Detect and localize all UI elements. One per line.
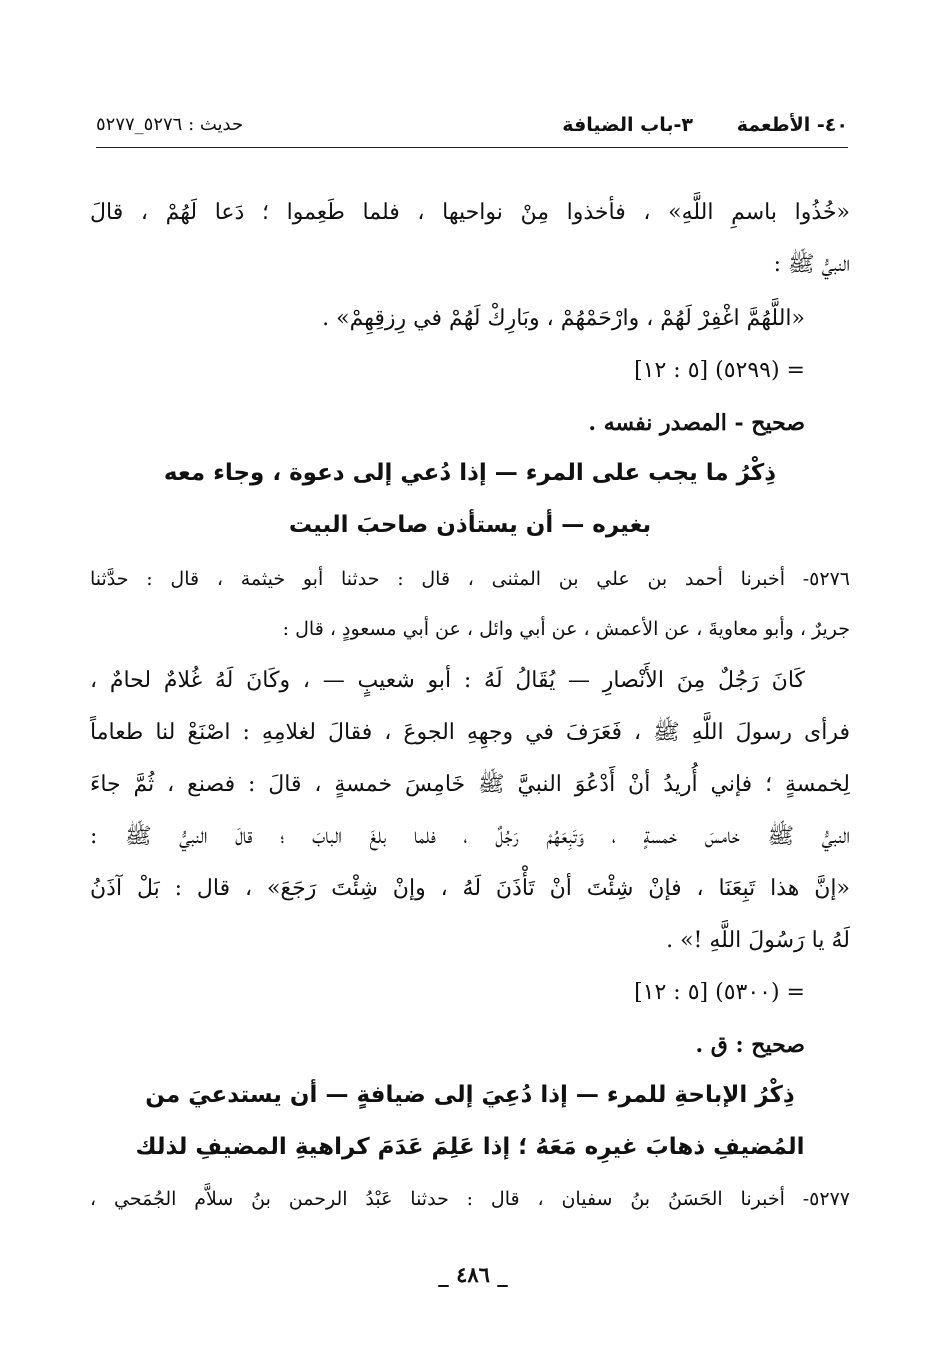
- text-line: النبيُّ ﷺ :: [773, 252, 850, 277]
- page-number: _ ٤٨٦ _: [438, 1262, 508, 1287]
- section-heading: المُضيفِ ذهابَ غيرِه مَعَهُ ؛ إذا عَلِمَ عَدَمَ كراهيةِ المضيفِ لذلك: [135, 1134, 805, 1160]
- section-heading: بغيره — أن يستأذن صاحبَ البيت: [288, 512, 652, 538]
- book-title: ٤٠- الأطعمة: [736, 114, 848, 136]
- matn-line: فرأى رسولَ اللَّهِ ﷺ ، فَعَرَفَ في وجهِهِ الجوعَ ، فقالَ لغلامِهِ : اصْنَعْ لنا طعاماً: [90, 720, 850, 745]
- running-header: [96, 108, 848, 144]
- chapter-title: ٣-باب الضيافة: [562, 114, 693, 136]
- reference-line: = (٥٣٠٠) [٥ : ١٢]: [634, 980, 805, 1005]
- matn-line: لِخمسةٍ ؛ فإني أُريدُ أنْ أَدْعُوَ النبيَّ ﷺ خَامِسَ خمسةٍ ، قالَ : فصنع ، ثُمَّ جاءَ: [90, 772, 850, 797]
- isnad-line: ٥٢٧٦- أخبرنا أحمد بن علي بن المثنى ، قال : حدثنا أبو خيثمة ، قال : حدَّثنا: [90, 568, 850, 590]
- prayer-line: «اللَّهُمَّ اغْفِرْ لَهُمْ ، وارْحَمْهُمْ ، وبَارِكْ لَهُمْ في رِزقِهِمْ» .: [322, 306, 805, 331]
- text-line: «خُذُوا باسمِ اللَّهِ» ، فأخذوا مِنْ نواحيها ، فلما طَعِموا ؛ دَعا لَهُمْ ، قالَ: [90, 200, 850, 225]
- reference-line: = (٥٢٩٩) [٥ : ١٢]: [634, 358, 805, 383]
- section-heading: ذِكْرُ ما يجب على المرء — إذا دُعي إلى دعوة ، وجاء معه: [163, 460, 777, 486]
- isnad-line: جريرٌ ، وأبو معاويةَ ، عن الأعمش ، عن أبي وائل ، عن أبي مسعودٍ ، قال :: [282, 618, 850, 640]
- matn-line: «إنَّ هذا تَبِعَنَا ، فإنْ شِئْتَ أنْ تَأْذَنَ لَهُ ، وإنْ شِئْتَ رَجَعَ» ، قال : بَلْ آذَنُ: [90, 876, 850, 901]
- matn-line: لَهُ يا رَسُولَ اللَّهِ !» .: [666, 928, 850, 953]
- grading-line: صحيح : ق .: [695, 1032, 805, 1058]
- hadith-range: حديث : ٥٢٧٦_٥٢٧٧: [96, 114, 244, 135]
- matn-line: النبيُّ ﷺ خامسَ خمسةٍ ، وَتَبِعَهُمْ رَجُلٌ ، فلما بلغَ البابَ ؛ قالَ النبيُّ ﷺ :: [90, 824, 850, 849]
- grading-line: صحيح - المصدر نفسه .: [588, 410, 805, 436]
- section-heading: ذِكْرُ الإباحةِ للمرء — إذا دُعِيَ إلى ضيافةٍ — أن يستدعيَ من: [145, 1082, 795, 1108]
- header-divider: [96, 147, 848, 148]
- isnad-line: ٥٢٧٧- أخبرنا الحَسَنُ بنُ سفيان ، قال : حدثنا عَبْدُ الرحمن بنُ سلاَّم الجُمَحي ،: [90, 1188, 850, 1210]
- matn-line: كَانَ رَجُلٌ مِنَ الأَنْصارِ — يُقَالُ لَهُ : أبو شعيبٍ — ، وكَانَ لَهُ غُلامٌ لحامٌ ،: [90, 668, 805, 693]
